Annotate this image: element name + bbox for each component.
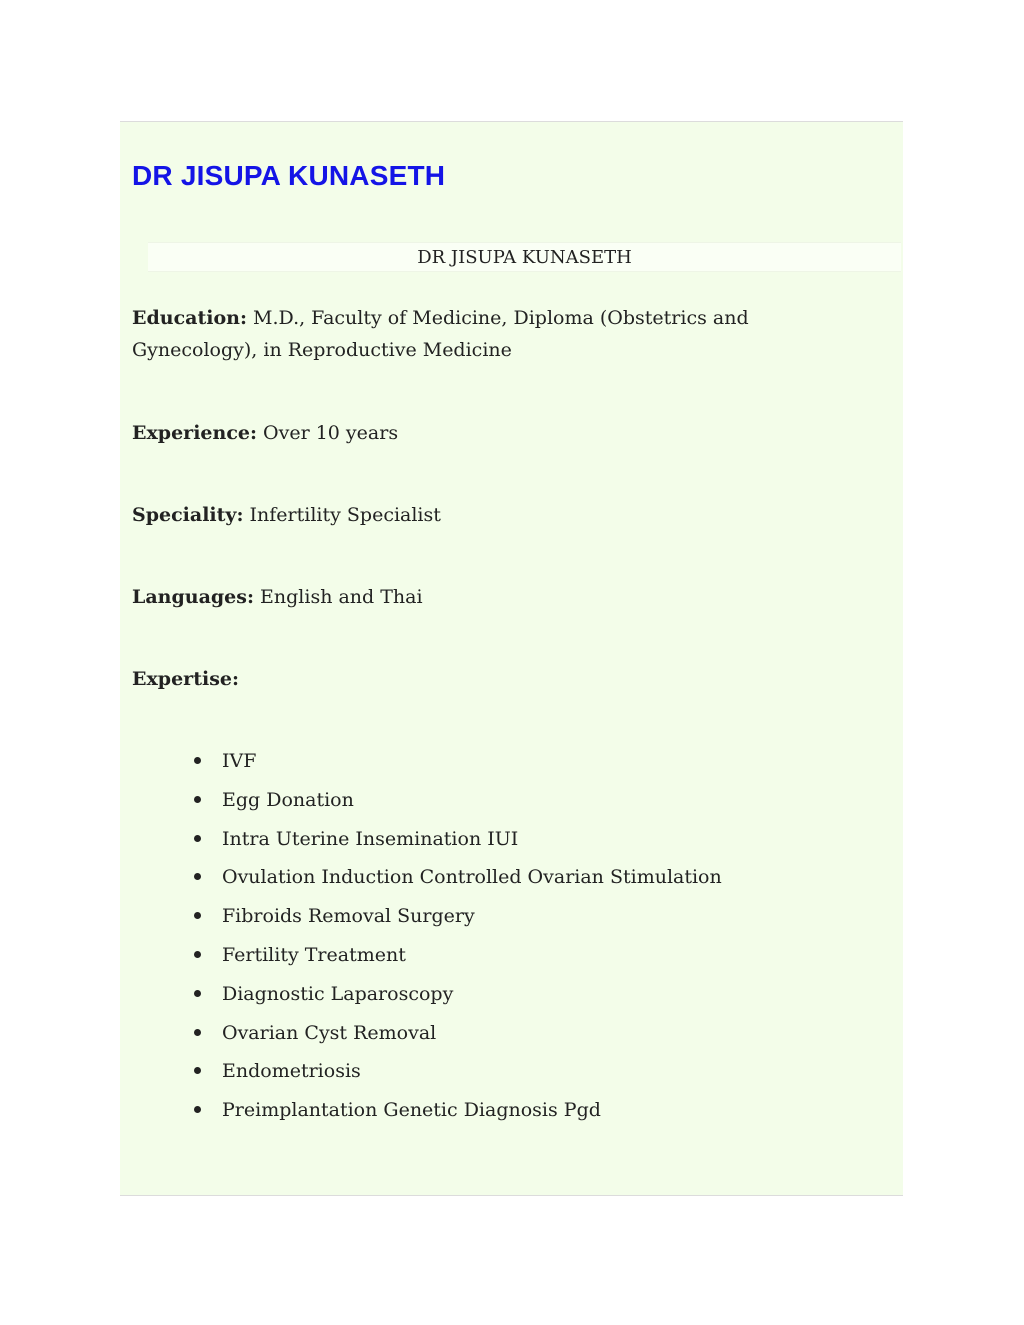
list-item [190, 1055, 722, 1094]
bullet-icon [194, 835, 201, 842]
expertise-item: Endometriosis [222, 1060, 361, 1083]
expertise-item: Egg Donation [222, 788, 354, 811]
expertise-item: Diagnostic Laparoscopy [222, 982, 454, 1005]
expertise-heading [132, 663, 872, 695]
doctor-profile-card [120, 121, 903, 1196]
list-item [190, 823, 722, 862]
languages-label: Languages: [132, 586, 254, 608]
bullet-icon [194, 1106, 201, 1113]
bullet-icon [194, 1067, 201, 1074]
education-field [132, 302, 872, 366]
image-caption: DR JISUPA KUNASETH [417, 246, 632, 268]
education-value: M.D., Faculty of Medicine, Diploma (Obstetrics and Gynecology), in Reproductive Medicine [132, 307, 749, 361]
expertise-item: IVF [222, 750, 257, 772]
list-item [190, 1017, 722, 1056]
bullet-icon [194, 757, 201, 764]
bullet-icon [194, 951, 201, 958]
expertise-list [190, 745, 722, 1133]
languages-value: English and Thai [260, 586, 423, 608]
list-item [190, 900, 722, 939]
bullet-icon [194, 796, 201, 803]
expertise-item: Intra Uterine Insemination IUI [222, 827, 519, 850]
bullet-icon [194, 873, 201, 880]
languages-field [132, 581, 872, 613]
bullet-icon [194, 990, 201, 997]
list-item [190, 978, 722, 1017]
expertise-item: Fibroids Removal Surgery [222, 905, 475, 928]
education-label: Education: [132, 307, 247, 329]
experience-field [132, 417, 872, 449]
list-item [190, 861, 722, 900]
expertise-item: Fertility Treatment [222, 943, 406, 966]
image-caption-bar [148, 242, 901, 272]
page-title: DR JISUPA KUNASETH [132, 160, 446, 191]
expertise-item: Ovulation Induction Controlled Ovarian Stimulation [222, 866, 722, 889]
experience-label: Experience: [132, 422, 257, 444]
bullet-icon [194, 1029, 201, 1036]
list-item [190, 745, 722, 784]
expertise-item: Preimplantation Genetic Diagnosis Pgd [222, 1099, 601, 1122]
list-item [190, 1094, 722, 1133]
expertise-label: Expertise: [132, 668, 239, 690]
bullet-icon [194, 912, 201, 919]
list-item [190, 939, 722, 978]
speciality-label: Speciality: [132, 504, 244, 526]
list-item [190, 784, 722, 823]
expertise-item: Ovarian Cyst Removal [222, 1021, 437, 1044]
speciality-value: Infertility Specialist [249, 504, 441, 526]
speciality-field [132, 499, 872, 531]
experience-value: Over 10 years [263, 422, 399, 444]
